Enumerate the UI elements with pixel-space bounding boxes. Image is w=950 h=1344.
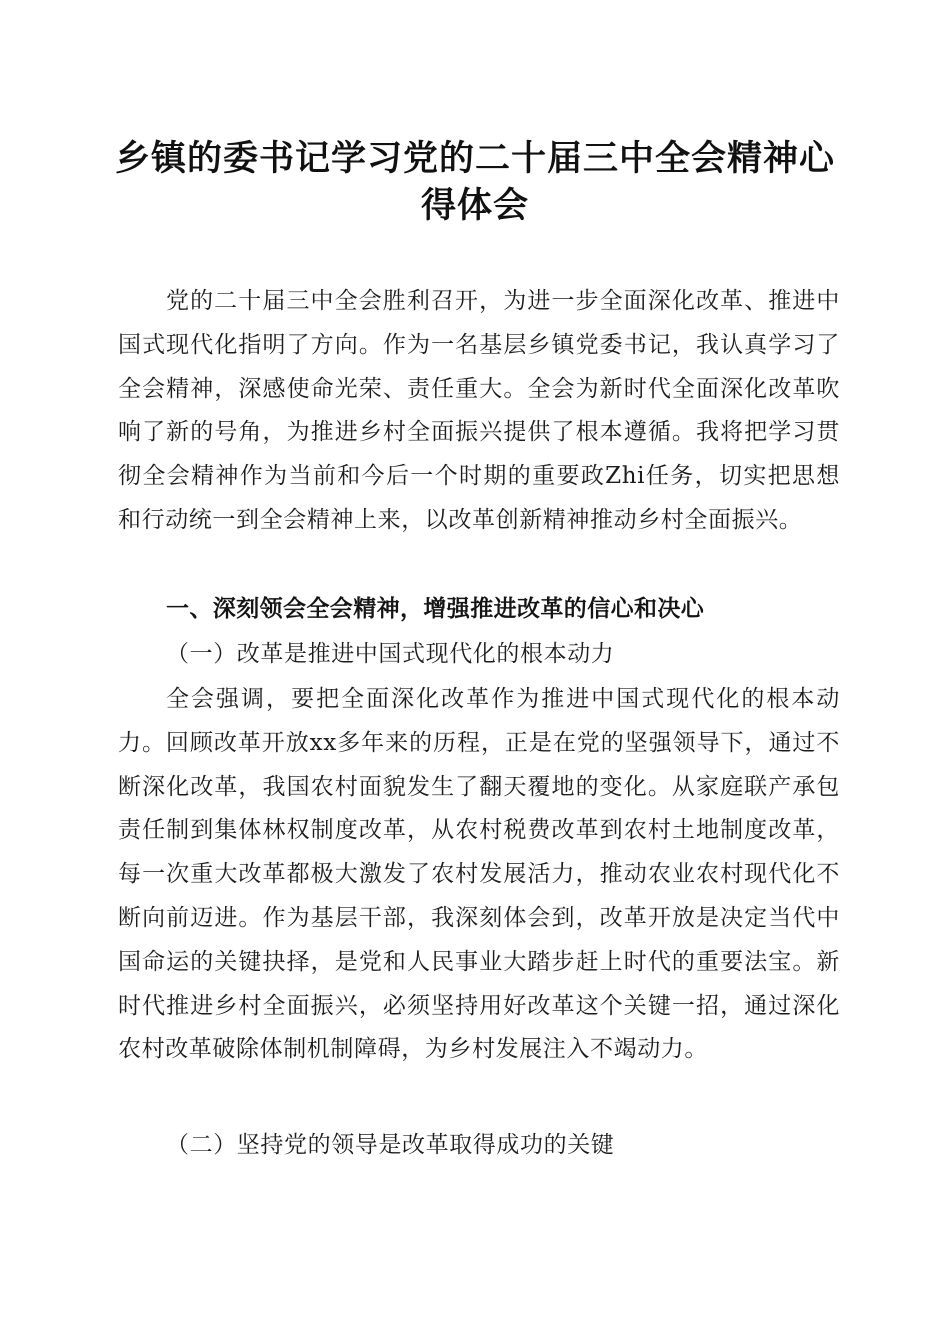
document-title-line-1: 乡镇的委书记学习党的二十届三中全会精神心: [114, 139, 835, 179]
subsection-heading-1: （一）改革是推进中国式现代化的根本动力: [166, 641, 615, 667]
section-heading-1: 一、深刻领会全会精神，增强推进改革的信心和决心: [166, 596, 705, 622]
intro-paragraph: 党的二十届三中全会胜利召开，为进一步全面深化改革、推进中国式现代化指明了方向。作为一名基层乡镇党委书记，我认真学习了全会精神，深感使命光荣、责任重大。全会为新时代全面深化改革吹响了新的号角，为推进乡村全面振兴提供了根本遵循。我将把学习贯彻全会精神作为当前和今后一个时期的重要政Zhi任务，切实把思想和行动统一到全会精神上来，以改革创新精神推动乡村全面振兴。: [118, 288, 840, 533]
subsection-heading-2: （二）坚持党的领导是改革取得成功的关键: [166, 1132, 615, 1158]
body-paragraph-2: 全会强调，要把全面深化改革作为推进中国式现代化的根本动力。回顾改革开放xx多年来的历程，正是在党的坚强领导下，通过不断深化改革，我国农村面貌发生了翻天覆地的变化。从家庭联产承包责任制到集体林权制度改革，从农村税费改革到农村土地制度改革，每一次重大改革都极大激发了农村发展活力，推动农业农村现代化不断向前迈进。作为基层干部，我深刻体会到，改革开放是决定当代中国命运的关键抉择，是党和人民事业大踏步赶上时代的重要法宝。新时代推进乡村全面振兴，必须坚持用好改革这个关键一招，通过深化农村改革破除体制机制障碍，为乡村发展注入不竭动力。: [118, 686, 840, 1063]
document-title-line-2: 得体会: [420, 186, 529, 226]
